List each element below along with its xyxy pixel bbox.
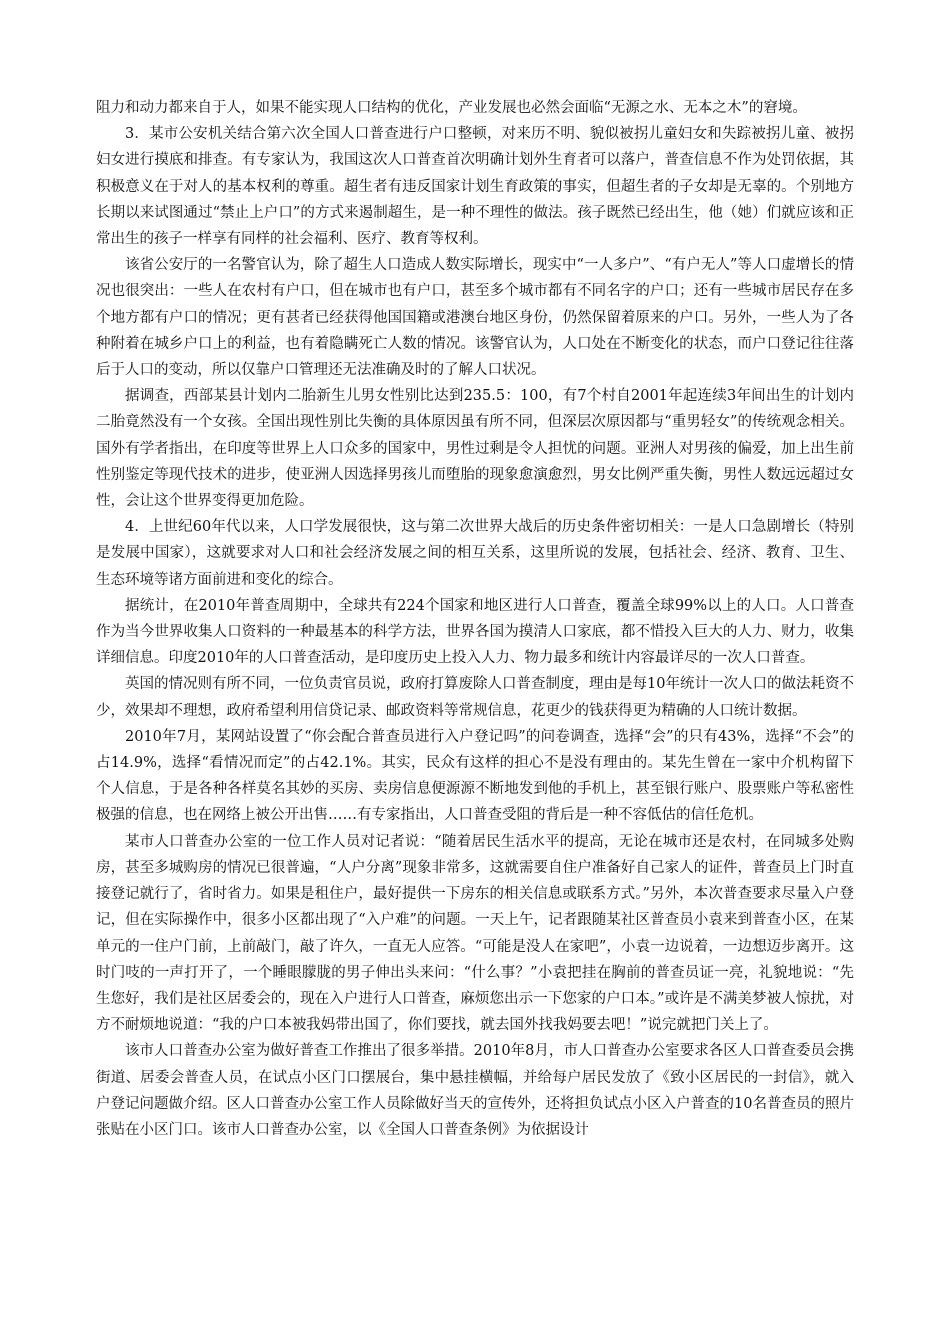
paragraph-sex-ratio: 据调查，西部某县计划内二胎新生儿男女性别比达到235.5：100，有7个村自2001年起连续3年间出生的计划内二胎竟然没有一个女孩。全国出现性别比失衡的具体原因虽有所不同，但深层次原因都与“重男轻女”的传统观念相关。国外有学者指出，在印度等世界上人口众多的国家中，男性过剩是令人担忧的问题。亚洲人对男孩的偏爱，加上出生前性别鉴定等现代技术的进步，使亚洲人因选择男孩儿而堕胎的现象愈演愈烈，男女比例严重失衡，男性人数远远超过女性，会让这个世界变得更加危险。 bbox=[96, 388, 854, 510]
paragraph-police-officer: 该省公安厅的一名警官认为，除了超生人口造成人数实际增长，现实中“一人多户”、“有户无人”等人口虚增长的情况也很突出：一些人在农村有户口，但在城市也有户口，甚至多个城市都有不同名字的户口；还有一些城市居民存在多个地方都有户口的情况；更有甚者已经获得他国国籍或港澳台地区身份，仍然保留着原来的户口。另外，一些人为了各种附着在城乡户口上的利益，也有着隐瞒死亡人数的情况。该警官认为，人口处在不断变化的状态，而户口登记往往落后于人口的变动，所以仅靠户口管理还无法准确及时的了解人口状况。 bbox=[96, 257, 854, 379]
paragraph-item-3: 3．某市公安机关结合第六次全国人口普查进行户口整顿，对来历不明、貌似被拐儿童妇女和失踪被拐儿童、被拐妇女进行摸底和排查。有专家认为，我国这次人口普查首次明确计划外生育者可以落户，普查信息不作为处罚依据，其积极意义在于对人的基本权利的尊重。超生者有违反国家计划生育政策的事实，但超生者的子女却是无辜的。个别地方长期以来试图通过“禁止上户口”的方式来遏制超生，是一种不理性的做法。孩子既然已经出生，他（她）们就应该和正常出生的孩子一样享有同样的社会福利、医疗、教育等权利。 bbox=[96, 126, 854, 248]
paragraph-global-census: 据统计，在2010年普查周期中，全球共有224个国家和地区进行人口普查，覆盖全球99%以上的人口。人口普查作为当今世界收集人口资料的一种最基本的科学方法，世界各国为摸清人口家底，都不惜投入巨大的人力、财力，收集详细信息。印度2010年的人口普查活动，是印度历史上投入人力、物力最多和统计内容最详尽的一次人口普查。 bbox=[96, 597, 854, 667]
paragraph-item-4: 4．上世纪60年代以来，人口学发展很快，这与第二次世界大战后的历史条件密切相关：一是人口急剧增长（特别是发展中国家），这就要求对人口和社会经济发展之间的相互关系，这里所说的发展，包括社会、经济、教育、卫生、生态环境等诸方面前进和变化的综合。 bbox=[96, 519, 854, 588]
paragraph-uk-census: 英国的情况则有所不同，一位负责官员说，政府打算废除人口普查制度，理由是每10年统计一次人口的做法耗资不少，效果却不理想，政府希望利用信贷记录、邮政资料等常规信息，花更少的钱获得更为精确的人口统计数据。 bbox=[96, 676, 854, 719]
paragraph-census-office-staff: 某市人口普查办公室的一位工作人员对记者说：“随着居民生活水平的提高，无论在城市还是农村，在同城多处购房，甚至多城购房的情况已很普遍，“人户分离”现象非常多，这就需要自住户准备好自己家人的证件，普查员上门时直接登记就行了，省时省力。如果是租住户，最好提供一下房东的相关信息或联系方式。”另外，本次普查要求尽量入户登记，但在实际操作中，很多小区都出现了“入户难”的问题。一天上午，记者跟随某社区普查员小袁来到普查小区，在某单元的一住户门前，上前敲门，敲了许久，一直无人应答。“可能是没人在家吧”，小袁一边说着，一边想迈步离开。这时门吱的一声打开了，一个睡眼朦胧的男子伸出头来问：“什么事？”小袁把挂在胸前的普查员证一亮，礼貌地说：“先生您好，我们是社区居委会的，现在入户进行人口普查，麻烦您出示一下您家的户口本。”或许是不满美梦被人惊扰，对方不耐烦地说道：“我的户口本被我妈带出国了，你们要找，就去国外找我妈要去吧！”说完就把门关上了。 bbox=[96, 833, 854, 1034]
paragraph-continuation: 阻力和动力都来自于人，如果不能实现人口结构的优化，产业发展也必然会面临“无源之水、无本之木”的窘境。 bbox=[96, 100, 807, 116]
paragraph-census-measures: 该市人口普查办公室为做好普查工作推出了很多举措。2010年8月，市人口普查办公室要求各区人口普查委员会携街道、居委会普查人员，在试点小区门口摆展台，集中悬挂横幅，并给每户居民发放了《致小区居民的一封信》，就入户登记问题做介绍。区人口普查办公室工作人员除做好当天的宣传外，还将担负试点小区入户普查的10名普查员的照片张贴在小区门口。该市人口普查办公室，以《全国人口普查条例》为依据设计 bbox=[96, 1043, 854, 1138]
paragraph-survey: 2010年7月，某网站设置了“你会配合普查员进行入户登记吗”的问卷调查，选择“会”的只有43%，选择“不会”的占14.9%，选择“看情况而定”的占42.1%。其实，民众有这样的担心不是没有理由的。某先生曾在一家中介机构留下个人信息，于是各种各样莫名其妙的买房、卖房信息便源源不断地发到他的手机上，甚至银行账户、股票账户等私密性极强的信息，也在网络上被公开出售……有专家指出，人口普查受阻的背后是一种不容低估的信任危机。 bbox=[96, 728, 854, 824]
